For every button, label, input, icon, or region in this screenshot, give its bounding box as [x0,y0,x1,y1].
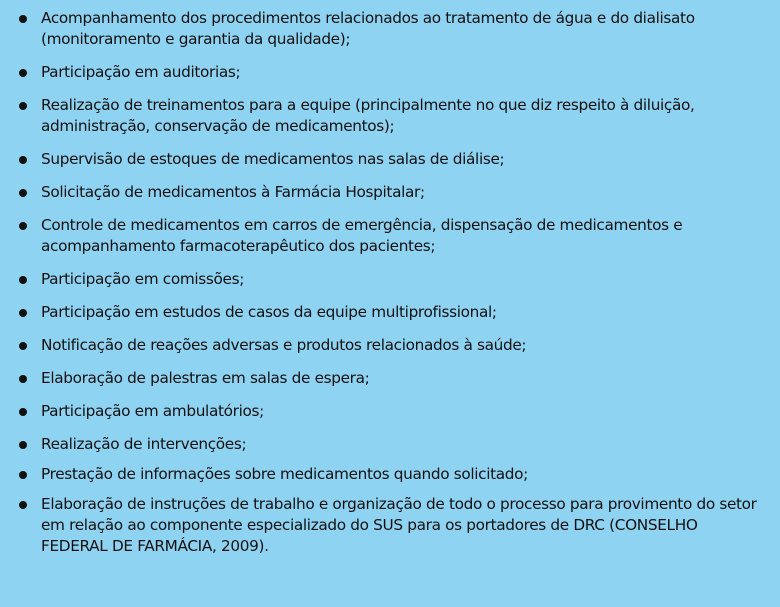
list-item [16,494,766,557]
list-item [16,215,766,257]
list-item [16,335,766,356]
list-item [16,464,766,485]
list-item-text: Acompanhamento dos procedimentos relacionados ao tratamento de água e do dialisato (monitoramento e garantia da qualidade); [41,9,695,48]
bullet-icon [19,501,27,509]
list-item [16,302,766,323]
list-item [16,8,766,50]
list-item-text: Elaboração de palestras em salas de espera; [41,369,370,387]
bullet-icon [19,309,27,317]
bullet-icon [19,222,27,230]
list-item-text: Controle de medicamentos em carros de emergência, dispensação de medicamentos e acompanhamento farmacoterapêutico dos pacientes; [41,216,683,255]
list-item-text: Participação em comissões; [41,270,245,288]
list-item-text: Solicitação de medicamentos à Farmácia Hospitalar; [41,183,425,201]
bullet-list [16,8,766,557]
list-item [16,401,766,422]
bullet-icon [19,15,27,23]
list-item-text: Realização de intervenções; [41,435,247,453]
bullet-icon [19,408,27,416]
bullet-icon [19,102,27,110]
list-item-text: Prestação de informações sobre medicamentos quando solicitado; [41,465,528,483]
bullet-icon [19,156,27,164]
list-item [16,95,766,137]
list-item-text: Realização de treinamentos para a equipe (principalmente no que diz respeito à diluição, administração, conservação de medicamentos); [41,96,695,135]
list-item [16,434,766,455]
list-item-text: Supervisão de estoques de medicamentos nas salas de diálise; [41,150,505,168]
list-item-text: Notificação de reações adversas e produtos relacionados à saúde; [41,336,527,354]
list-item-text: Participação em ambulatórios; [41,402,264,420]
list-item [16,269,766,290]
bullet-icon [19,189,27,197]
list-item [16,149,766,170]
bullet-icon [19,276,27,284]
list-item [16,62,766,83]
list-item [16,368,766,389]
list-item-text: Participação em auditorias; [41,63,241,81]
bullet-icon [19,441,27,449]
bullet-icon [19,471,27,479]
list-item-text: Elaboração de instruções de trabalho e organização de todo o processo para provimento do setor em relação ao componente especializado do SUS para os portadores de DRC (CONSELHO FEDERAL DE FARMÁCIA, 2009). [41,495,757,555]
list-item-text: Participação em estudos de casos da equipe multiprofissional; [41,303,497,321]
bullet-icon [19,375,27,383]
bullet-icon [19,69,27,77]
bullet-icon [19,342,27,350]
list-item [16,182,766,203]
